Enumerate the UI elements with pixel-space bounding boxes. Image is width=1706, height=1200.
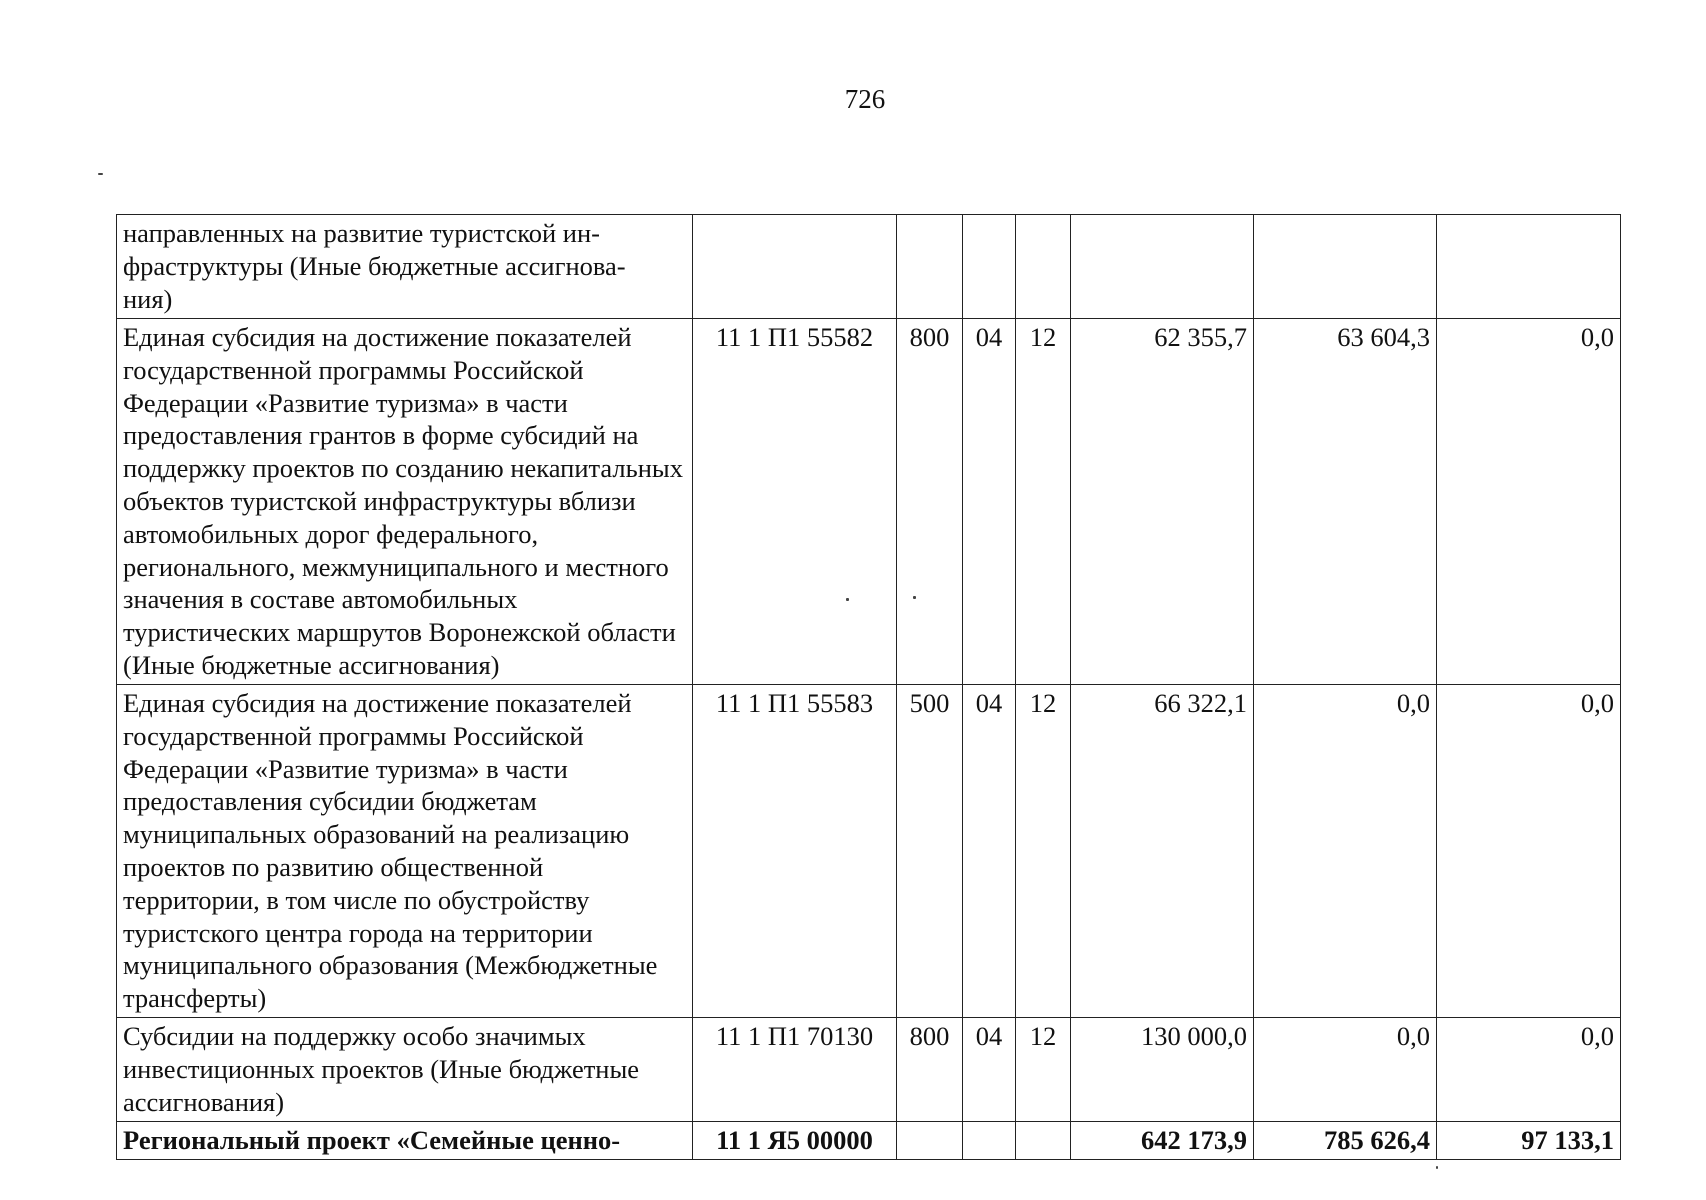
row-sum-3: 97 133,1 <box>1437 1121 1621 1159</box>
row-pr: 12 <box>1016 1017 1071 1121</box>
row-sum-2: 785 626,4 <box>1254 1121 1437 1159</box>
table-row <box>117 319 1621 685</box>
table-row <box>117 1121 1621 1159</box>
row-csr: 11 1 П1 55583 <box>693 685 897 1018</box>
row-rz: 04 <box>963 685 1016 1018</box>
row-description: Региональный проект «Семейные ценно- <box>117 1121 693 1159</box>
row-sum-3: 0,0 <box>1437 319 1621 685</box>
row-vr: 500 <box>897 685 963 1018</box>
row-sum-2: 0,0 <box>1254 685 1437 1018</box>
row-rz <box>963 215 1016 319</box>
row-sum-1 <box>1071 215 1254 319</box>
row-pr: 12 <box>1016 319 1071 685</box>
row-description-line: фраструктуры (Иные бюджетные ассигнова- <box>123 250 626 281</box>
row-pr: 12 <box>1016 685 1071 1018</box>
row-description: Единая субсидия на достижение показателей государственной программы Российской Федерации «Развитие туризма» в части предоставления грантов в форме субсидий на поддержку проектов по созданию некапитальных объектов туристской инфраструктуры вблизи автомобильных дорог федерального, регионального, межмуниципального и местного значения в составе автомобильных туристических маршрутов Воронежской области (Иные бюджетные ассигнования) <box>117 319 693 685</box>
row-pr <box>1016 1121 1071 1159</box>
row-csr: 11 1 Я5 00000 <box>693 1121 897 1159</box>
row-sum-3: 0,0 <box>1437 685 1621 1018</box>
row-description <box>117 215 693 319</box>
row-sum-2: 63 604,3 <box>1254 319 1437 685</box>
row-sum-2: 0,0 <box>1254 1017 1437 1121</box>
scan-speck <box>98 173 103 175</box>
row-sum-1: 130 000,0 <box>1071 1017 1254 1121</box>
page-number: 726 <box>844 84 886 114</box>
row-rz: 04 <box>963 1017 1016 1121</box>
scan-speck <box>1436 1166 1438 1169</box>
row-sum-1: 642 173,9 <box>1071 1121 1254 1159</box>
row-csr <box>693 215 897 319</box>
row-pr <box>1016 215 1071 319</box>
row-sum-3 <box>1437 215 1621 319</box>
row-description-line: ния) <box>123 283 173 314</box>
row-sum-3: 0,0 <box>1437 1017 1621 1121</box>
row-vr: 800 <box>897 319 963 685</box>
row-description-line: направленных на развитие туристской ин- <box>123 218 600 248</box>
row-sum-1: 66 322,1 <box>1071 685 1254 1018</box>
table-row <box>117 215 1621 319</box>
row-sum-2 <box>1254 215 1437 319</box>
row-rz <box>963 1121 1016 1159</box>
table-row <box>117 685 1621 1018</box>
row-vr <box>897 1121 963 1159</box>
row-description: Субсидии на поддержку особо значимых инвестиционных проектов (Иные бюджетные ассигнования) <box>117 1017 693 1121</box>
row-description: Единая субсидия на достижение показателей государственной программы Российской Федерации «Развитие туризма» в части предоставления субсидии бюджетам муниципальных образований на реализацию проектов по развитию общественной территории, в том числе по обустройству туристского центра города на территории муниципального образования (Межбюджетные трансферты) <box>117 685 693 1018</box>
budget-table <box>116 214 1621 1160</box>
row-csr: 11 1 П1 70130 <box>693 1017 897 1121</box>
row-sum-1: 62 355,7 <box>1071 319 1254 685</box>
row-vr: 800 <box>897 1017 963 1121</box>
row-csr: 11 1 П1 55582 <box>693 319 897 685</box>
row-rz: 04 <box>963 319 1016 685</box>
table-row <box>117 1017 1621 1121</box>
row-vr <box>897 215 963 319</box>
